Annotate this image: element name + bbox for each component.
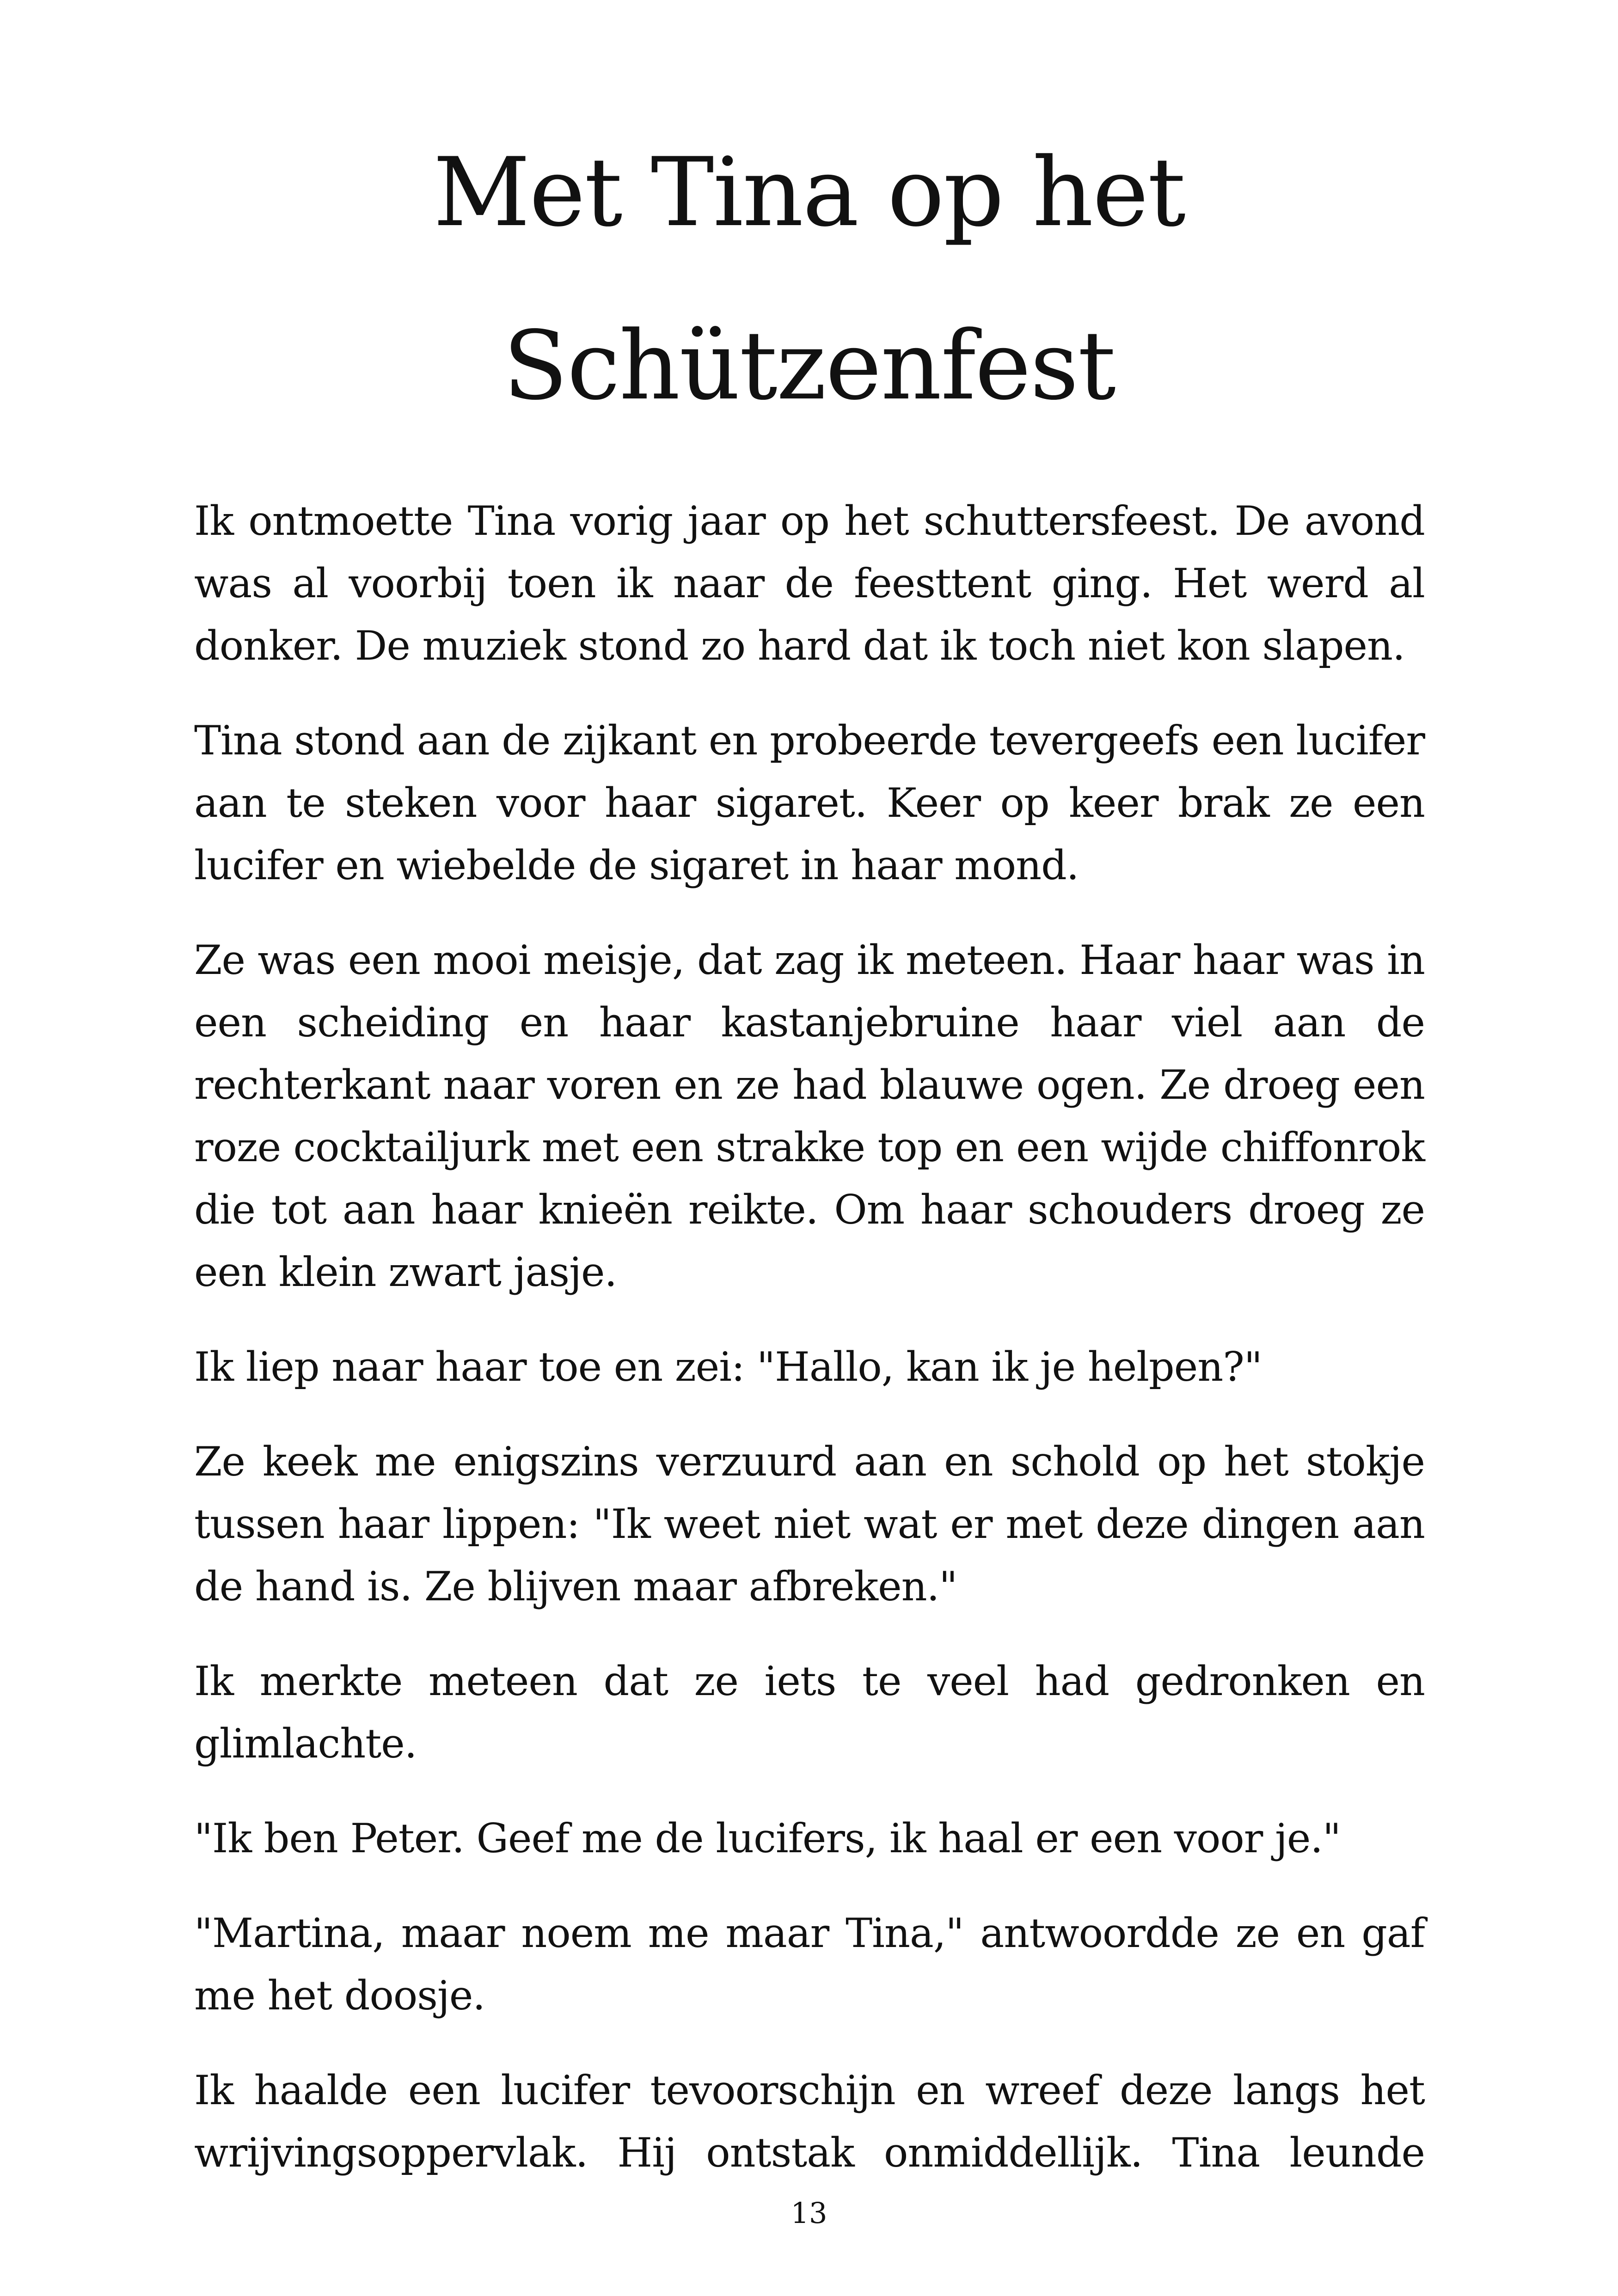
chapter-title (0, 106, 1618, 453)
chapter-title-line-2: Schützenfest (503, 311, 1115, 421)
paragraph-2: Tina stond aan de zijkant en probeerde tevergeefs een lucifer aan te steken voor haar sigaret. Keer op keer brak ze een lucifer en wiebelde de sigaret in haar mond. (194, 717, 1425, 889)
chapter-body (194, 490, 1425, 2184)
paragraph-3: Ze was een mooi meisje, dat zag ik meteen. Haar haar was in een scheiding en haar kastanjebruine haar viel aan de rechterkant naar voren en ze had blauwe ogen. Ze droeg een roze cocktailjurk met een strakke top en een wijde chiffonrok die tot aan haar knieën reikte. Om haar schouders droeg ze een klein zwart jasje. (194, 937, 1425, 1296)
paragraph-5: Ze keek me enigszins verzuurd aan en schold op het stokje tussen haar lippen: "Ik weet niet wat er met deze dingen aan de hand is. Ze blijven maar afbreken." (194, 1438, 1425, 1610)
paragraph-4: Ik liep naar haar toe en zei: "Hallo, kan ik je helpen?" (194, 1343, 1262, 1390)
paragraph-1: Ik ontmoette Tina vorig jaar op het schuttersfeest. De avond was al voorbij toen ik naar de feesttent ging. Het werd al donker. De muziek stond zo hard dat ik toch niet kon slapen. (194, 497, 1425, 669)
paragraph-9: Ik haalde een lucifer tevoorschijn en wreef deze langs het wrijvingsoppervlak. Hij ontstak onmiddellijk. Tina leunde (194, 2067, 1425, 2176)
paragraph-6: Ik merkte meteen dat ze iets te veel had gedronken en glimlachte. (194, 1658, 1425, 1767)
page-number: 13 (791, 2196, 827, 2230)
paragraph-7: "Ik ben Peter. Geef me de lucifers, ik haal er een voor je." (194, 1815, 1341, 1862)
chapter-title-line-1: Met Tina op het (433, 138, 1185, 248)
paragraph-8: "Martina, maar noem me maar Tina," antwoordde ze en gaf me het doosje. (194, 1910, 1425, 2019)
